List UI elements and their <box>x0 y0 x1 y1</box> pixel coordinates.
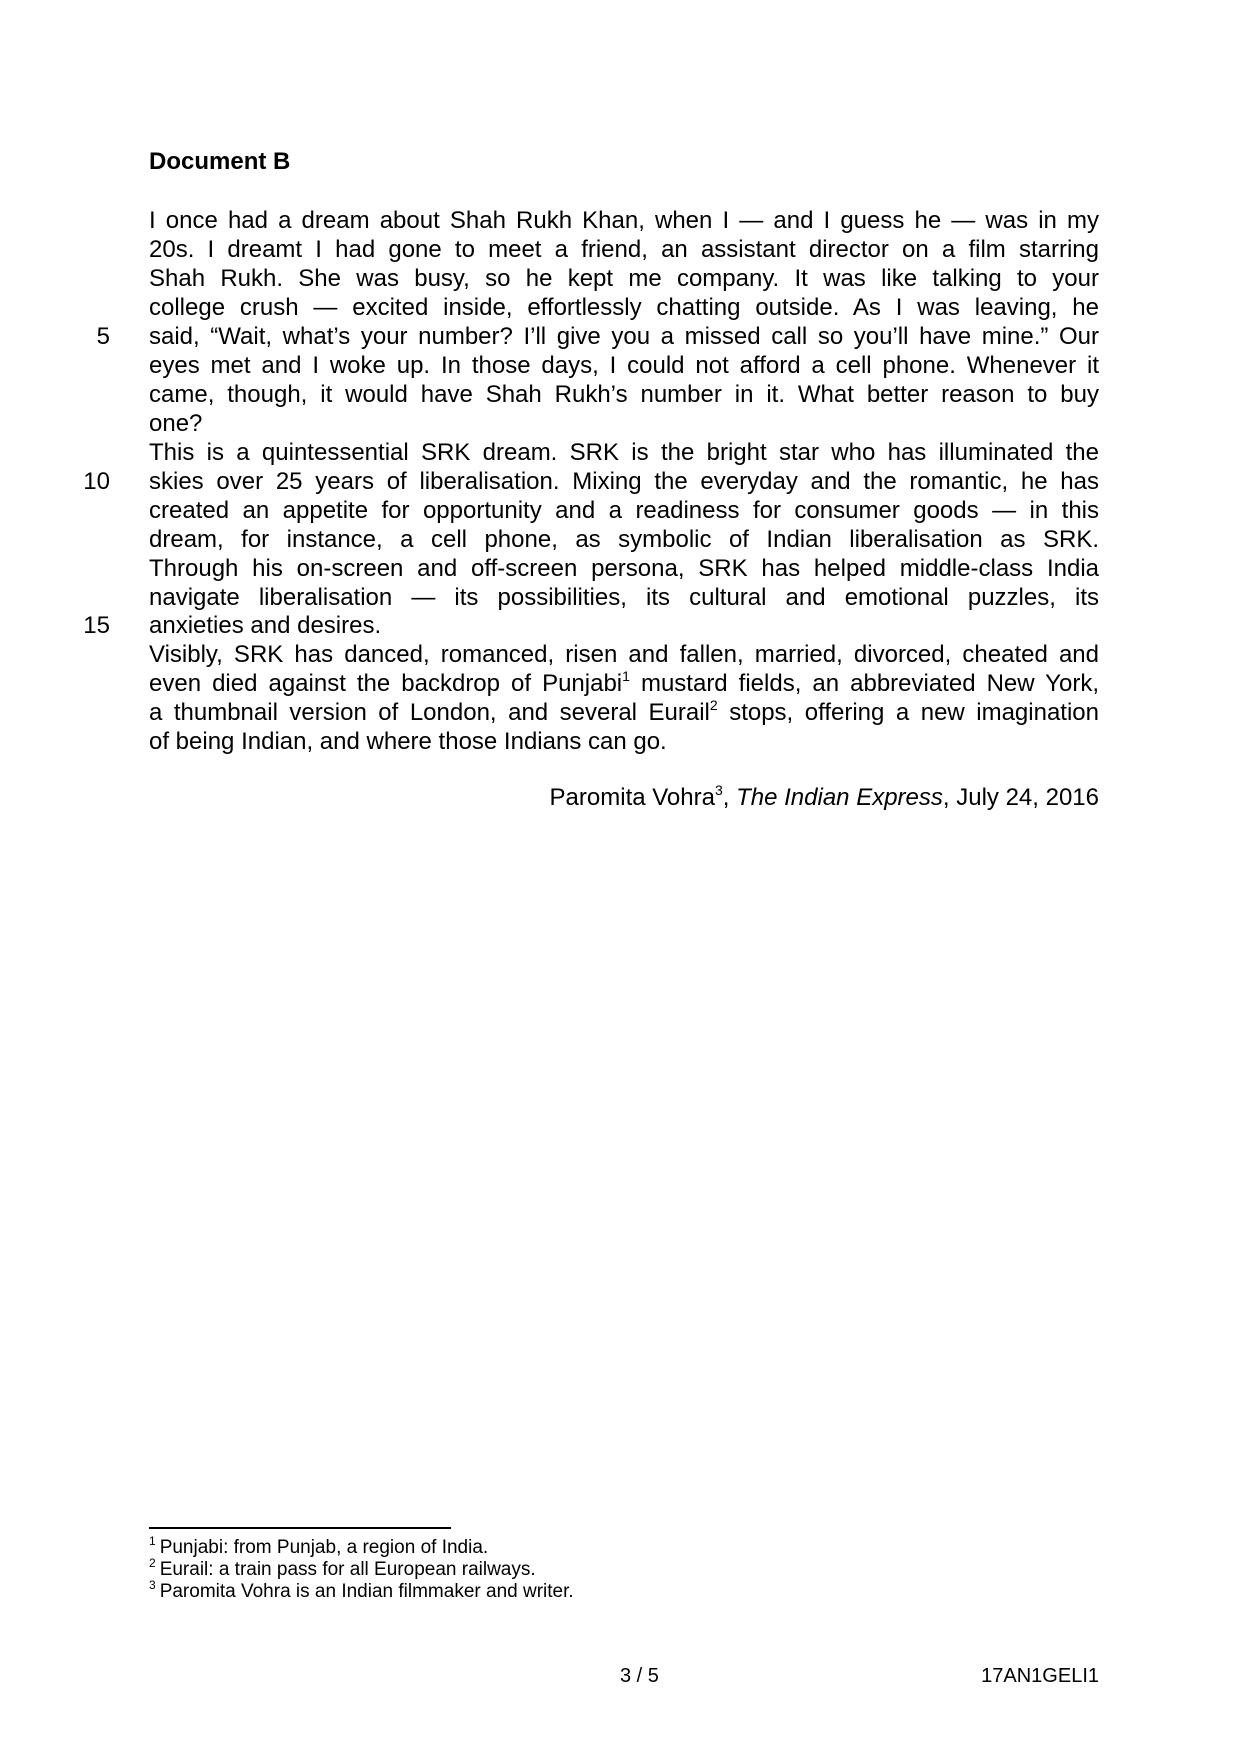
text-line-eurail <box>149 698 1099 727</box>
text-line: anxieties and desires. <box>149 612 382 639</box>
text-segment: even died against the backdrop of Punjabi <box>149 670 623 697</box>
text-line: Through his on-screen and off-screen persona, SRK has helped middle-class India <box>149 555 1099 582</box>
document-code: 17AN1GELI1 <box>981 1665 1099 1687</box>
source-attribution <box>550 783 1099 812</box>
text-line: I once had a dream about Shah Rukh Khan, when I — and I guess he — was in my <box>149 207 1099 234</box>
text-line: created an appetite for opportunity and a readiness for consumer goods — in this <box>149 497 1099 524</box>
line-number-10: 10 <box>83 468 110 495</box>
footnote-1 <box>149 1534 489 1559</box>
footnote-text: Punjabi: from Punjab, a region of India. <box>159 1537 489 1558</box>
text-line-punjabi <box>149 669 1099 698</box>
text-segment: stops, offering a new imagination <box>717 699 1099 726</box>
text-line: This is a quintessential SRK dream. SRK is the bright star who has illuminated the <box>149 439 1099 466</box>
text-line: 20s. I dreamt I had gone to meet a friend, an assistant director on a film starring <box>149 236 1099 263</box>
text-line: came, though, it would have Shah Rukh’s number in it. What better reason to buy <box>149 381 1099 408</box>
source-date: , July 24, 2016 <box>942 784 1099 811</box>
source-author: Paromita Vohra <box>549 784 715 811</box>
text-line: Shah Rukh. She was busy, so he kept me company. It was like talking to your <box>149 265 1099 292</box>
text-line: skies over 25 years of liberalisation. Mixing the everyday and the romantic, he has <box>149 468 1099 495</box>
text-segment: mustard fields, an abbreviated New York, <box>629 670 1099 697</box>
text-line: eyes met and I woke up. In those days, I could not afford a cell phone. Whenever it <box>149 352 1099 379</box>
text-line: navigate liberalisation — its possibilities, its cultural and emotional puzzles, its <box>149 584 1099 611</box>
text-segment: a thumbnail version of London, and several Eurail <box>149 699 710 726</box>
text-line: one? <box>149 410 203 437</box>
page-number: 3 / 5 <box>620 1665 659 1687</box>
text-line: college crush — excited inside, effortlessly chatting outside. As I was leaving, he <box>149 294 1099 321</box>
footnote-ref-2: 2 <box>709 698 718 713</box>
footnote-ref-3: 3 <box>714 782 723 798</box>
line-number-5: 5 <box>96 323 110 350</box>
footnote-text: Eurail: a train pass for all European railways. <box>159 1559 536 1580</box>
footnote-divider <box>149 1527 451 1529</box>
source-publication: The Indian Express <box>736 784 943 811</box>
footnote-number: 3 <box>149 1578 156 1592</box>
text-line: of being Indian, and where those Indians can go. <box>149 728 667 755</box>
footnote-ref-1: 1 <box>622 669 630 684</box>
source-separator: , <box>722 784 737 811</box>
footnote-number: 2 <box>149 1556 156 1570</box>
text-line: Visibly, SRK has danced, romanced, risen and fallen, married, divorced, cheated and <box>149 641 1099 668</box>
document-heading: Document B <box>149 148 291 175</box>
line-number-15: 15 <box>83 612 110 639</box>
footnote-2 <box>149 1556 536 1581</box>
footnote-number: 1 <box>149 1534 156 1548</box>
footnote-text: Paromita Vohra is an Indian filmmaker and writer. <box>159 1581 574 1602</box>
footnote-3 <box>149 1578 574 1603</box>
text-line: said, “Wait, what’s your number? I’ll give you a missed call so you’ll have mine.” Our <box>149 323 1099 350</box>
text-line: dream, for instance, a cell phone, as symbolic of Indian liberalisation as SRK. <box>149 526 1099 553</box>
